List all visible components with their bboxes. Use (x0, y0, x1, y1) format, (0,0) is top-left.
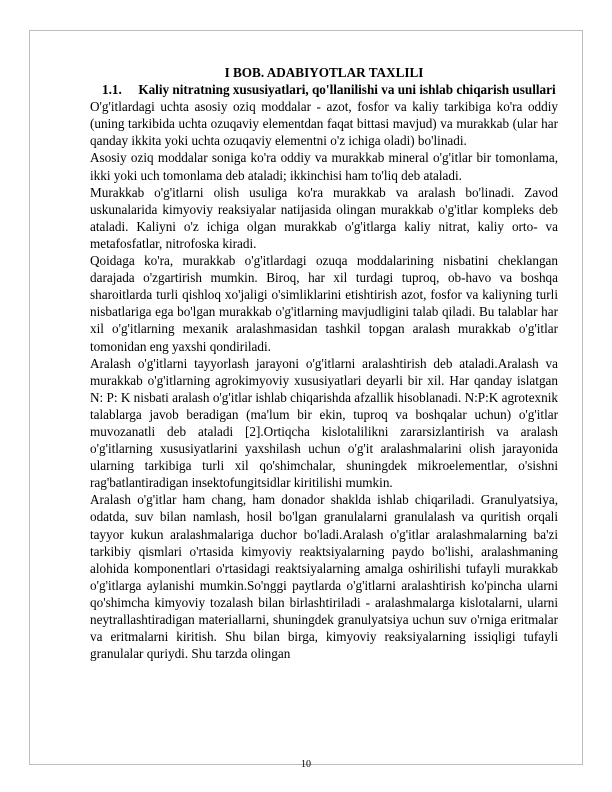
paragraph-4-text: Qoidaga ko'ra, murakkab o'g'itlardagi ozuqa moddalarining nisbatini cheklangan darajada o'zgartirish mumkin. Biroq, har xil turdagi tuproq, ob-havo va boshqa sharoitlarda turli qishloq xo'jaligi o'simliklarini etishtirish azot, fosfor va kaliyning turli nisbatlariga ega bo'lgan murakkab o'g'itlarning mavjudligini talab qiladi. Bu talablar har xil o'g'itlarning mexanik aralashmasidan tashkil topgan aralash murakkab o'g'itlar tomonidan eng yaxshi qondiriladi. (90, 253, 558, 354)
page-number: 10 (301, 759, 311, 770)
paragraph-1-text: O'g'itlardagi uchta asosiy oziq moddalar - azot, fosfor va kaliy tarkibiga ko'ra oddiy (uning tarkibida uchta ozuqaviy elementdan faqat bittasi mavjud) va murakkab (ular har qanday ikkita yoki uchta ozuqaviy elementni o'z ichiga oladi) bo'linadi. (90, 99, 558, 149)
paragraph-2 (90, 149, 558, 183)
chapter-title: I BOB. ADABIYOTLAR TAXLILI (224, 65, 424, 80)
paragraph-1 (90, 98, 558, 149)
paragraph-5 (90, 355, 558, 492)
paragraph-3 (90, 184, 558, 252)
paragraph-6 (90, 491, 558, 662)
page-content (90, 64, 558, 662)
paragraph-4 (90, 252, 558, 355)
section-title: Kaliy nitratning xususiyatlari, qo'llanilishi va uni ishlab chiqarish usullari (138, 82, 556, 98)
paragraph-6-text: Aralash o'g'itlar ham chang, ham donador shaklda ishlab chiqariladi. Granulyatsiya, odatda, suv bilan namlash, hosil bo'lgan granulalarni granulalash va quritish orqali tayyor kukun aralashmalariga duchor bo'ladi.Aralash o'g'itlar aralashmalarning ba'zi tarkibiy qismlari o'rtasida kimyoviy reaktsiyalarning paydo bo'lishi, aralashmaning alohida komponentlari o'rtasidagi reaktsiyalarning amalga oshirilishi tufayli murakkab o'g'itlarga aylanishi mumkin.So'nggi paytlarda o'g'itlarni aralashtirish ko'pincha ularni qo'shimcha kimyoviy tozalash bilan birlashtiriladi - aralashmalarga kislotalarni, ularni neytrallashtiradigan materiallarni, shuningdek granulyatsiya uchun suv o'rniga eritmalar va eritmalarni kiritish. Shu bilan birga, kimyoviy reaksiyalarning issiqligi tufayli granulalar quriydi. Shu tarzda olingan (90, 492, 558, 662)
paragraph-3-text: Murakkab o'g'itlarni olish usuliga ko'ra murakkab va aralash bo'linadi. Zavod uskunalarida kimyoviy reaksiyalar natijasida olingan murakkab o'g'itlar kompleks deb ataladi. Kaliyni o'z ichiga olgan murakkab o'g'itlarga kaliy nitrat, kaliy orto- va metafosfatlar, nitrofoska kiradi. (90, 184, 558, 251)
section-heading (90, 81, 558, 98)
paragraph-2-text: Asosiy oziq moddalar soniga ko'ra oddiy va murakkab mineral o'g'itlar bir tomonlama, ikki yoki uch tomonlama deb ataladi; ikkinchisi ham to'liq deb ataladi. (90, 150, 558, 183)
section-number: 1.1. (102, 82, 122, 98)
paragraph-5-text: Aralash o'g'itlarni tayyorlash jarayoni o'g'itlarni aralashtirish deb ataladi.Aralash va murakkab o'g'itlarning agrokimyoviy xususiyatlari deyarli bir xil. Har qanday islatgan N: P: K nisbati aralash o'g'itlar ishlab chiqarishda afzallik hisoblanadi. N:P:K agrotexnik talablarga javob beradigan (ma'lum bir ekin, tuproq va boshqalar uchun) o'g'itlar muvozanatli deb ataladi [2].Ortiqcha kislotalilikni zararsizlantirish va aralash o'g'itlarning xususiyatlarini yaxshilash uchun o'g'it aralashmalarini olish jarayonida ularning tarkibiga turli xil qo'shimchalar, shuningdek mikroelementlar, o'sishni rag'batlantiradigan insektofungitsidlar kiritilishi mumkin. (90, 355, 558, 491)
